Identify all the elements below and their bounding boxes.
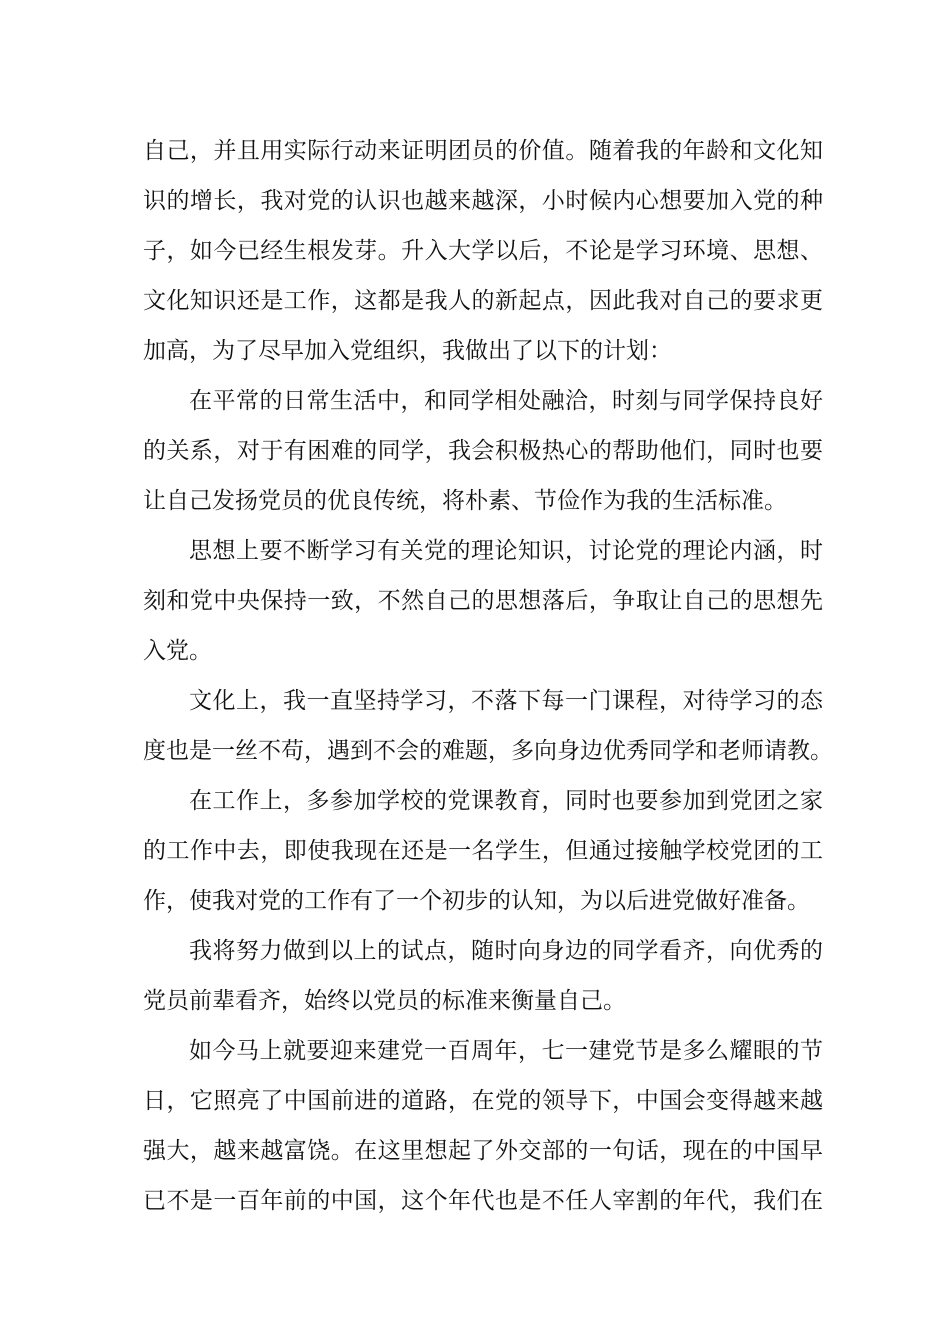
paragraph-first-line: 我将努力做到以上的试点，随时向身边的同学看齐，向优秀的 xyxy=(189,938,823,964)
paragraph-line: 入党。 xyxy=(143,638,212,664)
paragraph-line: 的关系，对于有困难的同学，我会积极热心的帮助他们，同时也要 xyxy=(143,438,823,464)
paragraph-first-line: 在工作上，多参加学校的党课教育，同时也要参加到党团之家 xyxy=(189,788,823,814)
paragraph-line: 作，使我对党的工作有了一个初步的认知，为以后进党做好准备。 xyxy=(143,888,810,914)
paragraph-line: 日，它照亮了中国前进的道路，在党的领导下，中国会变得越来越 xyxy=(143,1088,823,1114)
paragraph-line: 让自己发扬党员的优良传统，将朴素、节俭作为我的生活标准。 xyxy=(143,488,787,514)
paragraph-line: 识的增长，我对党的认识也越来越深，小时候内心想要加入党的种 xyxy=(143,188,823,214)
paragraph-line: 度也是一丝不苟，遇到不会的难题，多向身边优秀同学和老师请教。 xyxy=(143,738,833,764)
paragraph-line: 子，如今已经生根发芽。升入大学以后，不论是学习环境、思想、 xyxy=(143,238,823,264)
paragraph-first-line: 思想上要不断学习有关党的理论知识，讨论党的理论内涵，时 xyxy=(189,538,823,564)
paragraph-line: 党员前辈看齐，始终以党员的标准来衡量自己。 xyxy=(143,988,626,1014)
paragraph-first-line: 在平常的日常生活中，和同学相处融洽，时刻与同学保持良好 xyxy=(189,388,823,414)
document-body xyxy=(143,126,833,1226)
paragraph-line: 已不是一百年前的中国，这个年代也是不任人宰割的年代，我们在 xyxy=(143,1188,823,1214)
paragraph-line: 强大，越来越富饶。在这里想起了外交部的一句话，现在的中国早 xyxy=(143,1138,823,1164)
paragraph-line: 自己，并且用实际行动来证明团员的价值。随着我的年龄和文化知 xyxy=(143,138,823,164)
paragraph-line: 文化知识还是工作，这都是我人的新起点，因此我对自己的要求更 xyxy=(143,288,823,314)
paragraph-first-line: 文化上，我一直坚持学习，不落下每一门课程，对待学习的态 xyxy=(189,688,823,714)
paragraph-line: 刻和党中央保持一致，不然自己的思想落后，争取让自己的思想先 xyxy=(143,588,823,614)
paragraph-line: 加高，为了尽早加入党组织，我做出了以下的计划： xyxy=(143,338,672,364)
paragraph-first-line: 如今马上就要迎来建党一百周年，七一建党节是多么耀眼的节 xyxy=(189,1038,823,1064)
paragraph-line: 的工作中去，即使我现在还是一名学生，但通过接触学校党团的工 xyxy=(143,838,823,864)
